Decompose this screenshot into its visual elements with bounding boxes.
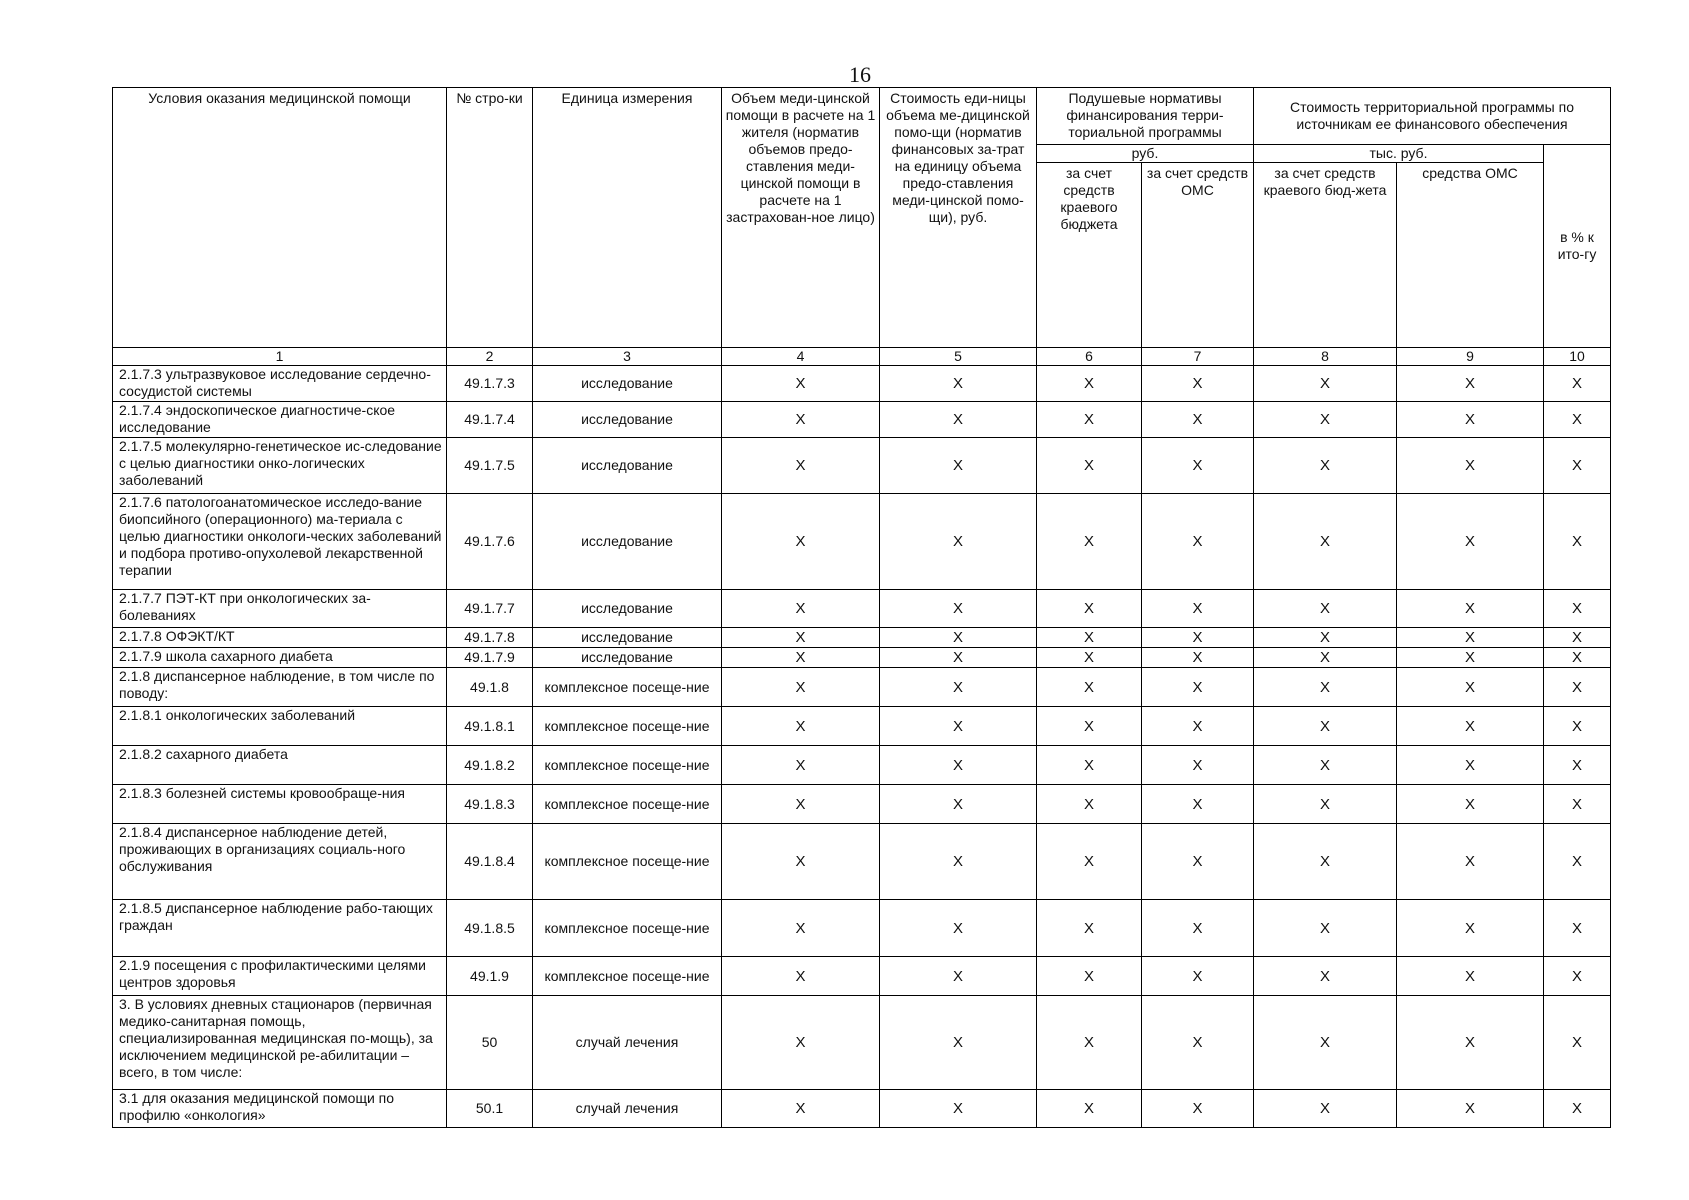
row-unit: комплексное посеще-ние — [533, 824, 722, 900]
table-row — [113, 438, 1611, 494]
table-row — [113, 707, 1611, 746]
row-unit: комплексное посеще-ние — [533, 707, 722, 746]
row-value-cell: Х — [722, 590, 880, 628]
row-value-cell: Х — [880, 785, 1037, 824]
table-row — [113, 957, 1611, 996]
row-line-number: 49.1.7.8 — [447, 628, 533, 648]
row-value-cell: Х — [722, 668, 880, 707]
program-cost-table — [112, 87, 1611, 1128]
row-unit: случай лечения — [533, 1090, 722, 1128]
table-row — [113, 1090, 1611, 1128]
row-condition: 2.1.7.4 эндоскопическое диагностиче-ское исследование — [113, 402, 447, 438]
table-row — [113, 785, 1611, 824]
row-value-cell: Х — [722, 1090, 880, 1128]
row-value-cell: Х — [722, 494, 880, 590]
row-value-cell: Х — [1037, 824, 1142, 900]
row-value-cell: Х — [1397, 494, 1544, 590]
row-value-cell: Х — [1142, 668, 1254, 707]
row-value-cell: Х — [1254, 494, 1397, 590]
row-value-cell: Х — [1037, 628, 1142, 648]
table-row — [113, 648, 1611, 668]
row-value-cell: Х — [722, 900, 880, 957]
table-row — [113, 590, 1611, 628]
header-program-cost: Стоимость территориальной программы по источникам ее финансового обеспечения — [1254, 88, 1611, 145]
column-number-row — [113, 348, 1611, 366]
header-unit: Единица измерения — [533, 88, 722, 348]
row-value-cell: Х — [1037, 668, 1142, 707]
row-value-cell: Х — [1397, 824, 1544, 900]
header-program-cost-unit: тыс. руб. — [1254, 145, 1544, 163]
row-value-cell: Х — [1142, 824, 1254, 900]
row-value-cell: Х — [722, 402, 880, 438]
row-value-cell: Х — [722, 628, 880, 648]
table-row — [113, 900, 1611, 957]
row-value-cell: Х — [1397, 628, 1544, 648]
row-value-cell: Х — [1397, 438, 1544, 494]
row-unit: комплексное посеще-ние — [533, 746, 722, 785]
row-condition: 2.1.8.2 сахарного диабета — [113, 746, 447, 785]
row-value-cell: Х — [1397, 957, 1544, 996]
column-number: 6 — [1037, 348, 1142, 366]
row-value-cell: Х — [1254, 957, 1397, 996]
row-value-cell: Х — [722, 746, 880, 785]
row-unit: случай лечения — [533, 996, 722, 1090]
row-condition: 2.1.7.9 школа сахарного диабета — [113, 648, 447, 668]
row-line-number: 49.1.7.6 — [447, 494, 533, 590]
row-line-number: 49.1.7.4 — [447, 402, 533, 438]
row-value-cell: Х — [1037, 366, 1142, 402]
row-value-cell: Х — [722, 648, 880, 668]
row-value-cell: Х — [1397, 590, 1544, 628]
row-value-cell: Х — [1544, 824, 1611, 900]
row-condition: 2.1.7.8 ОФЭКТ/КТ — [113, 628, 447, 648]
row-value-cell: Х — [880, 438, 1037, 494]
table-row — [113, 996, 1611, 1090]
row-value-cell: Х — [1037, 707, 1142, 746]
row-value-cell: Х — [1142, 494, 1254, 590]
row-value-cell: Х — [1142, 590, 1254, 628]
row-unit: комплексное посеще-ние — [533, 957, 722, 996]
row-value-cell: Х — [1037, 746, 1142, 785]
row-value-cell: Х — [880, 1090, 1037, 1128]
row-value-cell: Х — [880, 996, 1037, 1090]
row-value-cell: Х — [1544, 648, 1611, 668]
header-conditions: Условия оказания медицинской помощи — [113, 88, 447, 348]
row-value-cell: Х — [1142, 707, 1254, 746]
header-cost-budget: за счет средств краевого бюд-жета — [1254, 163, 1397, 348]
row-unit: комплексное посеще-ние — [533, 785, 722, 824]
table-row — [113, 668, 1611, 707]
row-unit: комплексное посеще-ние — [533, 668, 722, 707]
row-line-number: 49.1.8 — [447, 668, 533, 707]
row-value-cell: Х — [722, 957, 880, 996]
row-value-cell: Х — [1544, 494, 1611, 590]
row-value-cell: Х — [1142, 366, 1254, 402]
row-value-cell: Х — [880, 628, 1037, 648]
row-line-number: 49.1.7.3 — [447, 366, 533, 402]
row-value-cell: Х — [880, 900, 1037, 957]
row-value-cell: Х — [1544, 900, 1611, 957]
table-row — [113, 366, 1611, 402]
row-value-cell: Х — [1037, 1090, 1142, 1128]
row-value-cell: Х — [1142, 628, 1254, 648]
header-per-capita: Подушевые нормативы финансирования терри-ториальной программы — [1037, 88, 1254, 145]
row-value-cell: Х — [1037, 785, 1142, 824]
row-value-cell: Х — [1142, 996, 1254, 1090]
header-per-capita-unit: руб. — [1037, 145, 1254, 163]
header-percent: в % к ито-гу — [1544, 145, 1611, 348]
row-value-cell: Х — [1142, 900, 1254, 957]
row-value-cell: Х — [1397, 648, 1544, 668]
row-value-cell: Х — [722, 824, 880, 900]
row-unit: исследование — [533, 628, 722, 648]
row-value-cell: Х — [1037, 402, 1142, 438]
row-value-cell: Х — [1254, 668, 1397, 707]
column-number: 8 — [1254, 348, 1397, 366]
row-value-cell: Х — [1544, 590, 1611, 628]
row-value-cell: Х — [722, 785, 880, 824]
row-condition: 2.1.7.7 ПЭТ-КТ при онкологических за-болеваниях — [113, 590, 447, 628]
row-unit: исследование — [533, 494, 722, 590]
row-value-cell: Х — [1544, 996, 1611, 1090]
row-line-number: 49.1.7.7 — [447, 590, 533, 628]
row-value-cell: Х — [1142, 746, 1254, 785]
row-unit: комплексное посеще-ние — [533, 900, 722, 957]
row-line-number: 50 — [447, 996, 533, 1090]
row-value-cell: Х — [1544, 366, 1611, 402]
row-value-cell: Х — [880, 590, 1037, 628]
row-value-cell: Х — [1397, 366, 1544, 402]
row-value-cell: Х — [1254, 1090, 1397, 1128]
row-condition: 2.1.9 посещения с профилактическими целями центров здоровья — [113, 957, 447, 996]
row-line-number: 49.1.8.3 — [447, 785, 533, 824]
row-condition: 2.1.8.4 диспансерное наблюдение детей, проживающих в организациях социаль-ного обслуживания — [113, 824, 447, 900]
row-value-cell: Х — [1544, 402, 1611, 438]
row-value-cell: Х — [1397, 996, 1544, 1090]
row-value-cell: Х — [1142, 957, 1254, 996]
row-unit: исследование — [533, 590, 722, 628]
row-value-cell: Х — [1544, 1090, 1611, 1128]
row-value-cell: Х — [722, 438, 880, 494]
row-value-cell: Х — [1254, 628, 1397, 648]
table-row — [113, 628, 1611, 648]
row-value-cell: Х — [1254, 366, 1397, 402]
row-condition: 2.1.8.3 болезней системы кровообраще-ния — [113, 785, 447, 824]
column-number: 9 — [1397, 348, 1544, 366]
row-value-cell: Х — [880, 648, 1037, 668]
row-value-cell: Х — [880, 957, 1037, 996]
row-value-cell: Х — [1254, 590, 1397, 628]
row-value-cell: Х — [1397, 746, 1544, 785]
row-condition: 2.1.7.3 ультразвуковое исследование сердечно-сосудистой системы — [113, 366, 447, 402]
page-number: 16 — [849, 62, 871, 87]
row-value-cell: Х — [1254, 996, 1397, 1090]
row-line-number: 49.1.8.1 — [447, 707, 533, 746]
row-value-cell: Х — [880, 366, 1037, 402]
row-value-cell: Х — [722, 366, 880, 402]
row-line-number: 49.1.7.5 — [447, 438, 533, 494]
table-row — [113, 746, 1611, 785]
column-number: 2 — [447, 348, 533, 366]
row-value-cell: Х — [1397, 785, 1544, 824]
row-condition: 2.1.7.5 молекулярно-генетическое ис-следование с целью диагностики онко-логических заболеваний — [113, 438, 447, 494]
column-number: 5 — [880, 348, 1037, 366]
row-value-cell: Х — [1037, 590, 1142, 628]
row-value-cell: Х — [880, 402, 1037, 438]
row-condition: 2.1.7.6 патологоанатомическое исследо-вание биопсийного (операционного) ма-териала с целью диагностики онкологи-ческих заболеваний и подбора противо-опухолевой лекарственной терапии — [113, 494, 447, 590]
row-condition: 3. В условиях дневных стационаров (первичная медико-санитарная помощь, специализированная медицинская по-мощь), за исключением медицинской ре-абилитации – всего, в том числе: — [113, 996, 447, 1090]
row-value-cell: Х — [1254, 402, 1397, 438]
row-value-cell: Х — [1254, 648, 1397, 668]
table-row — [113, 402, 1611, 438]
row-value-cell: Х — [1254, 785, 1397, 824]
row-value-cell: Х — [1142, 648, 1254, 668]
row-line-number: 49.1.9 — [447, 957, 533, 996]
row-value-cell: Х — [880, 746, 1037, 785]
row-value-cell: Х — [1142, 785, 1254, 824]
row-value-cell: Х — [1544, 707, 1611, 746]
row-value-cell: Х — [1397, 900, 1544, 957]
row-value-cell: Х — [722, 996, 880, 1090]
row-value-cell: Х — [1397, 668, 1544, 707]
row-value-cell: Х — [1037, 900, 1142, 957]
row-value-cell: Х — [1544, 628, 1611, 648]
table-body — [113, 366, 1611, 1128]
row-condition: 2.1.8.5 диспансерное наблюдение рабо-тающих граждан — [113, 900, 447, 957]
row-value-cell: Х — [880, 668, 1037, 707]
row-line-number: 49.1.8.2 — [447, 746, 533, 785]
table-row — [113, 824, 1611, 900]
row-condition: 3.1 для оказания медицинской помощи по профилю «онкология» — [113, 1090, 447, 1128]
row-value-cell: Х — [880, 824, 1037, 900]
row-value-cell: Х — [880, 494, 1037, 590]
row-unit: исследование — [533, 648, 722, 668]
row-value-cell: Х — [1254, 707, 1397, 746]
row-value-cell: Х — [1142, 438, 1254, 494]
row-value-cell: Х — [1142, 402, 1254, 438]
row-value-cell: Х — [1254, 824, 1397, 900]
row-value-cell: Х — [1037, 494, 1142, 590]
column-number: 10 — [1544, 348, 1611, 366]
header-pc-budget: за счет средств краевого бюджета — [1037, 163, 1142, 348]
row-value-cell: Х — [880, 707, 1037, 746]
row-value-cell: Х — [1142, 1090, 1254, 1128]
row-value-cell: Х — [1544, 746, 1611, 785]
column-number: 1 — [113, 348, 447, 366]
row-value-cell: Х — [1544, 438, 1611, 494]
header-line-no: № стро-ки — [447, 88, 533, 348]
row-line-number: 50.1 — [447, 1090, 533, 1128]
row-value-cell: Х — [1037, 648, 1142, 668]
column-number: 3 — [533, 348, 722, 366]
row-value-cell: Х — [1397, 707, 1544, 746]
header-pc-oms: за счет средств ОМС — [1142, 163, 1254, 348]
row-value-cell: Х — [1037, 957, 1142, 996]
row-line-number: 49.1.8.5 — [447, 900, 533, 957]
row-value-cell: Х — [1254, 900, 1397, 957]
row-value-cell: Х — [1544, 785, 1611, 824]
column-number: 7 — [1142, 348, 1254, 366]
row-value-cell: Х — [1544, 957, 1611, 996]
row-value-cell: Х — [1037, 438, 1142, 494]
row-unit: исследование — [533, 366, 722, 402]
header-volume: Объем меди-цинской помощи в расчете на 1 жителя (норматив объемов предо-ставления меди-цинской помощи в расчете на 1 застрахован-ное лицо) — [722, 88, 880, 348]
row-condition: 2.1.8 диспансерное наблюдение, в том числе по поводу: — [113, 668, 447, 707]
row-line-number: 49.1.7.9 — [447, 648, 533, 668]
row-line-number: 49.1.8.4 — [447, 824, 533, 900]
header-row-1 — [113, 88, 1611, 145]
row-value-cell: Х — [722, 707, 880, 746]
row-value-cell: Х — [1254, 746, 1397, 785]
row-value-cell: Х — [1254, 438, 1397, 494]
row-value-cell: Х — [1544, 668, 1611, 707]
table-row — [113, 494, 1611, 590]
column-number: 4 — [722, 348, 880, 366]
row-value-cell: Х — [1397, 1090, 1544, 1128]
header-cost-per-unit: Стоимость еди-ницы объема ме-дицинской помо-щи (норматив финансовых за-трат на единицу объема предо-ставления меди-цинской помо-щи), руб. — [880, 88, 1037, 348]
row-unit: исследование — [533, 402, 722, 438]
header-cost-oms: средства ОМС — [1397, 163, 1544, 348]
row-value-cell: Х — [1037, 996, 1142, 1090]
row-condition: 2.1.8.1 онкологических заболеваний — [113, 707, 447, 746]
row-unit: исследование — [533, 438, 722, 494]
row-value-cell: Х — [1397, 402, 1544, 438]
